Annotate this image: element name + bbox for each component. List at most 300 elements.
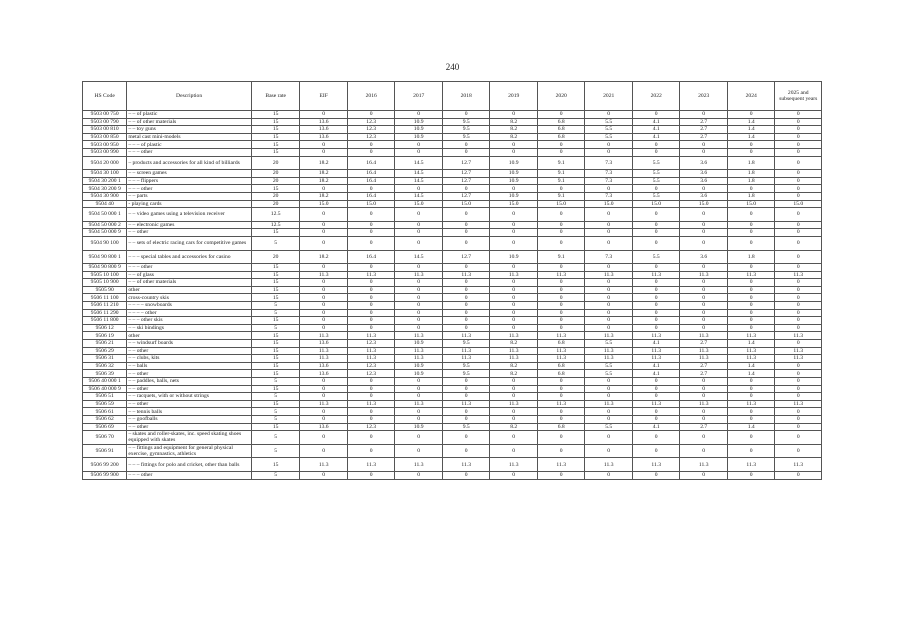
rate-cell: 0 (680, 111, 728, 119)
rate-cell: 13.6 (300, 126, 348, 134)
rate-cell: 0 (680, 279, 728, 287)
rate-cell: 5.5 (585, 118, 633, 126)
rate-cell: 0 (727, 408, 775, 416)
rate-cell: 0 (537, 378, 585, 386)
rate-cell: 0 (775, 170, 822, 178)
rate-cell: 0 (300, 471, 348, 479)
rate-cell: 0 (775, 423, 822, 431)
rate-cell: 0 (727, 431, 775, 445)
rate-cell: 15 (251, 148, 300, 156)
rate-cell: 0 (585, 279, 633, 287)
table-body (83, 111, 822, 480)
rate-cell: 0 (680, 221, 728, 229)
rate-cell: 0 (585, 444, 633, 458)
rate-cell: 13.6 (300, 362, 348, 370)
rate-cell: 11.3 (585, 400, 633, 408)
rate-cell: 0 (727, 279, 775, 287)
rate-cell: 18.2 (300, 156, 348, 170)
rate-cell: 11.3 (632, 347, 680, 355)
rate-cell: 0 (490, 221, 538, 229)
rate-cell: 16.4 (347, 156, 395, 170)
hs-code-cell: 9504 30 100 (83, 170, 127, 178)
table-row (83, 444, 822, 458)
table-row (83, 408, 822, 416)
rate-cell: 8.2 (490, 362, 538, 370)
rate-cell: 0 (680, 294, 728, 302)
rate-cell: 5.5 (585, 370, 633, 378)
table-row (83, 156, 822, 170)
rate-cell: 11.3 (300, 355, 348, 363)
rate-cell: 0 (347, 148, 395, 156)
rate-cell: 0 (347, 385, 395, 393)
rate-cell: 2.7 (680, 118, 728, 126)
table-row (83, 294, 822, 302)
rate-cell: 11.3 (632, 400, 680, 408)
rate-cell: 1.4 (727, 340, 775, 348)
rate-cell: 0 (632, 317, 680, 325)
hs-code-cell: 9503 00 850 (83, 133, 127, 141)
rate-cell: 11.3 (442, 332, 490, 340)
rate-cell: 0 (490, 148, 538, 156)
rate-cell: 0 (490, 279, 538, 287)
rate-cell: 0 (442, 148, 490, 156)
rate-cell: 5.5 (585, 423, 633, 431)
rate-cell: 0 (395, 309, 443, 317)
rate-cell: 0 (727, 111, 775, 119)
rate-cell: 15 (251, 355, 300, 363)
rate-cell: 0 (680, 408, 728, 416)
rate-cell: 8.2 (490, 370, 538, 378)
rate-cell: 0 (395, 286, 443, 294)
rate-cell: 5 (251, 378, 300, 386)
rate-cell: 15.0 (347, 200, 395, 208)
rate-cell: 0 (395, 385, 443, 393)
rate-cell: 0 (680, 385, 728, 393)
rate-cell: 0 (537, 294, 585, 302)
rate-cell: 0 (585, 408, 633, 416)
rate-cell: 0 (442, 317, 490, 325)
rate-cell: 0 (537, 385, 585, 393)
column-header: Base rate (251, 82, 300, 111)
hs-code-cell: 9503 00 810 (83, 126, 127, 134)
rate-cell: 0 (395, 415, 443, 423)
column-header: 2021 (585, 82, 633, 111)
rate-cell: 0 (537, 324, 585, 332)
rate-cell: 7.3 (585, 156, 633, 170)
rate-cell: 0 (490, 317, 538, 325)
table-row (83, 185, 822, 193)
rate-cell: 0 (680, 286, 728, 294)
rate-cell: 0 (490, 415, 538, 423)
rate-cell: 15 (251, 229, 300, 237)
rate-cell: 0 (727, 415, 775, 423)
rate-cell: 0 (395, 431, 443, 445)
rate-cell: 0 (775, 148, 822, 156)
rate-cell: 10.9 (490, 156, 538, 170)
rate-cell: 0 (775, 250, 822, 264)
rate-cell: 14.5 (395, 170, 443, 178)
rate-cell: 15 (251, 141, 300, 149)
rate-cell: 5 (251, 444, 300, 458)
rate-cell: 9.5 (442, 133, 490, 141)
hs-code-cell: 9506 69 (83, 423, 127, 431)
hs-code-cell: 9506 11 290 (83, 309, 127, 317)
table-row (83, 317, 822, 325)
table-row (83, 133, 822, 141)
rate-cell: 12.3 (347, 340, 395, 348)
rate-cell: 0 (585, 309, 633, 317)
rate-cell: 7.3 (585, 250, 633, 264)
description-cell: – – other (127, 423, 252, 431)
rate-cell: 4.1 (632, 370, 680, 378)
rate-cell: 0 (347, 302, 395, 310)
rate-cell: 0 (775, 408, 822, 416)
rate-cell: 9.1 (537, 170, 585, 178)
rate-cell: 6.8 (537, 126, 585, 134)
table-row (83, 370, 822, 378)
rate-cell: 11.3 (395, 400, 443, 408)
rate-cell: 15.0 (442, 200, 490, 208)
rate-cell: 4.1 (632, 340, 680, 348)
rate-cell: 0 (442, 302, 490, 310)
rate-cell: 0 (442, 221, 490, 229)
rate-cell: 0 (775, 177, 822, 185)
table-row (83, 221, 822, 229)
rate-cell: 12.3 (347, 133, 395, 141)
rate-cell: 0 (727, 378, 775, 386)
rate-cell: 11.3 (727, 400, 775, 408)
table-row (83, 229, 822, 237)
rate-cell: 11.3 (395, 271, 443, 279)
rate-cell: 15 (251, 423, 300, 431)
rate-cell: 16.4 (347, 250, 395, 264)
rate-cell: 0 (442, 471, 490, 479)
table-row (83, 279, 822, 287)
rate-cell: 0 (395, 264, 443, 272)
rate-cell: 5 (251, 309, 300, 317)
rate-cell: 11.3 (490, 347, 538, 355)
rate-cell: 0 (680, 431, 728, 445)
rate-cell: 0 (727, 324, 775, 332)
rate-cell: 7.3 (585, 177, 633, 185)
rate-cell: 11.3 (347, 271, 395, 279)
rate-cell: 0 (490, 141, 538, 149)
table-row (83, 431, 822, 445)
rate-cell: 13.6 (300, 423, 348, 431)
rate-cell: 0 (727, 294, 775, 302)
hs-code-cell: 9506 12 (83, 324, 127, 332)
description-cell: – – clubs, kits (127, 355, 252, 363)
rate-cell: 14.5 (395, 156, 443, 170)
rate-cell: 0 (775, 378, 822, 386)
rate-cell: 0 (490, 208, 538, 222)
hs-code-cell: 9506 11 800 (83, 317, 127, 325)
rate-cell: 5.5 (585, 340, 633, 348)
rate-cell: 0 (347, 309, 395, 317)
rate-cell: 0 (537, 317, 585, 325)
rate-cell: 0 (585, 185, 633, 193)
rate-cell: 0 (347, 294, 395, 302)
rate-cell: 9.5 (442, 370, 490, 378)
hs-code-cell: 9506 21 (83, 340, 127, 348)
hs-code-cell: 9506 51 (83, 393, 127, 401)
rate-cell: 0 (727, 309, 775, 317)
rate-cell: 13.6 (300, 370, 348, 378)
rate-cell: 0 (490, 309, 538, 317)
rate-cell: 0 (585, 393, 633, 401)
rate-cell: 0 (680, 324, 728, 332)
table-row (83, 347, 822, 355)
rate-cell: 0 (537, 309, 585, 317)
table-row (83, 309, 822, 317)
rate-cell: 0 (490, 229, 538, 237)
rate-cell: 0 (680, 378, 728, 386)
description-cell: – – of plastic (127, 111, 252, 119)
rate-cell: 0 (585, 471, 633, 479)
rate-cell: 0 (727, 208, 775, 222)
rate-cell: 0 (300, 148, 348, 156)
rate-cell: 0 (537, 236, 585, 250)
rate-cell: 15.0 (395, 200, 443, 208)
rate-cell: 11.3 (300, 271, 348, 279)
rate-cell: 0 (727, 302, 775, 310)
rate-cell: 0 (490, 378, 538, 386)
rate-cell: 10.9 (395, 370, 443, 378)
table-row (83, 126, 822, 134)
rate-cell: 0 (632, 185, 680, 193)
rate-cell: 11.3 (300, 347, 348, 355)
hs-code-cell: 9506 32 (83, 362, 127, 370)
rate-cell: 15 (251, 458, 300, 472)
rate-cell: 4.1 (632, 362, 680, 370)
rate-cell: 11.3 (680, 271, 728, 279)
rate-cell: 9.5 (442, 423, 490, 431)
hs-code-cell: 9505 90 (83, 286, 127, 294)
rate-cell: 18.2 (300, 250, 348, 264)
description-cell: – – – other skis (127, 317, 252, 325)
rate-cell: 0 (442, 444, 490, 458)
rate-cell: 16.4 (347, 177, 395, 185)
description-cell: – – – – snowboards (127, 302, 252, 310)
rate-cell: 11.3 (395, 332, 443, 340)
rate-cell: 15 (251, 340, 300, 348)
page-number: 240 (445, 62, 460, 72)
hs-code-cell: 9506 91 (83, 444, 127, 458)
rate-cell: 15 (251, 317, 300, 325)
rate-cell: 0 (680, 208, 728, 222)
rate-cell: 0 (490, 393, 538, 401)
rate-cell: 11.3 (300, 400, 348, 408)
rate-cell: 10.9 (395, 423, 443, 431)
rate-cell: 12.3 (347, 126, 395, 134)
rate-cell: 0 (537, 444, 585, 458)
rate-cell: 0 (395, 185, 443, 193)
rate-cell: 5.5 (632, 177, 680, 185)
hs-code-cell: 9503 00 750 (83, 111, 127, 119)
hs-code-cell: 9506 59 (83, 400, 127, 408)
rate-cell: 15.0 (490, 200, 538, 208)
rate-cell: 0 (775, 286, 822, 294)
rate-cell: 0 (775, 208, 822, 222)
rate-cell: 2.7 (680, 362, 728, 370)
description-cell: – – other (127, 385, 252, 393)
rate-cell: 0 (632, 309, 680, 317)
hs-code-cell: 9505 10 900 (83, 279, 127, 287)
rate-cell: 11.3 (442, 347, 490, 355)
rate-cell: 0 (442, 236, 490, 250)
rate-cell: 0 (347, 378, 395, 386)
description-cell: other (127, 332, 252, 340)
description-cell: cross-country skis (127, 294, 252, 302)
rate-cell: 15 (251, 332, 300, 340)
rate-cell: 11.3 (680, 400, 728, 408)
rate-cell: 10.9 (395, 133, 443, 141)
rate-cell: 0 (490, 408, 538, 416)
rate-cell: 15 (251, 400, 300, 408)
rate-cell: 11.3 (632, 458, 680, 472)
rate-cell: 11.3 (537, 400, 585, 408)
table-row (83, 378, 822, 386)
rate-cell: 0 (632, 471, 680, 479)
rate-cell: 0 (347, 415, 395, 423)
table-row (83, 400, 822, 408)
rate-cell: 15.0 (632, 200, 680, 208)
description-cell: – – paddles, balls, nets (127, 378, 252, 386)
rate-cell: 0 (442, 393, 490, 401)
rate-cell: 5 (251, 408, 300, 416)
rate-cell: 11.3 (680, 332, 728, 340)
rate-cell: 0 (347, 471, 395, 479)
rate-cell: 0 (347, 444, 395, 458)
rate-cell: 0 (442, 324, 490, 332)
rate-cell: 12.3 (347, 370, 395, 378)
rate-cell: 11.3 (537, 332, 585, 340)
table-row (83, 385, 822, 393)
hs-code-cell: 9506 62 (83, 415, 127, 423)
rate-cell: 2.7 (680, 133, 728, 141)
hs-code-cell: 9506 19 (83, 332, 127, 340)
table-row (83, 393, 822, 401)
rate-cell: 0 (395, 471, 443, 479)
table-header-row (83, 82, 822, 111)
rate-cell: 15 (251, 118, 300, 126)
rate-cell: 13.6 (300, 340, 348, 348)
rate-cell: 0 (395, 408, 443, 416)
rate-cell: 0 (727, 185, 775, 193)
rate-cell: 0 (680, 229, 728, 237)
rate-cell: 3.6 (680, 170, 728, 178)
rate-cell: 0 (775, 141, 822, 149)
rate-cell: 5 (251, 471, 300, 479)
rate-cell: 0 (680, 444, 728, 458)
table-row (83, 302, 822, 310)
table-row (83, 208, 822, 222)
rate-cell: 0 (632, 111, 680, 119)
rate-cell: 0 (680, 309, 728, 317)
rate-cell: 10.9 (490, 192, 538, 200)
rate-cell: 10.9 (490, 177, 538, 185)
rate-cell: 0 (727, 141, 775, 149)
rate-cell: 15 (251, 126, 300, 134)
rate-cell: 9.5 (442, 362, 490, 370)
rate-cell: 0 (775, 309, 822, 317)
rate-cell: 5 (251, 236, 300, 250)
rate-cell: 0 (680, 317, 728, 325)
rate-cell: 2.7 (680, 126, 728, 134)
column-header: 2019 (490, 82, 538, 111)
rate-cell: 0 (632, 294, 680, 302)
rate-cell: 0 (442, 309, 490, 317)
rate-cell: 0 (490, 324, 538, 332)
table-row (83, 200, 822, 208)
rate-cell: 0 (775, 221, 822, 229)
rate-cell: 0 (632, 393, 680, 401)
rate-cell: 0 (775, 236, 822, 250)
rate-cell: 5.5 (632, 192, 680, 200)
rate-cell: 0 (727, 471, 775, 479)
rate-cell: 0 (632, 431, 680, 445)
rate-cell: 1.8 (727, 170, 775, 178)
table-row (83, 170, 822, 178)
rate-cell: 0 (395, 444, 443, 458)
hs-code-cell: 9504 90 800 1 (83, 250, 127, 264)
rate-cell: 0 (442, 264, 490, 272)
rate-cell: 0 (775, 264, 822, 272)
rate-cell: 9.5 (442, 126, 490, 134)
rate-cell: 15 (251, 271, 300, 279)
table-row (83, 148, 822, 156)
rate-cell: 20 (251, 192, 300, 200)
rate-cell: 10.9 (395, 118, 443, 126)
table-row (83, 423, 822, 431)
table-row (83, 286, 822, 294)
rate-cell: 0 (632, 229, 680, 237)
rate-cell: 0 (300, 324, 348, 332)
rate-cell: 0 (537, 279, 585, 287)
rate-cell: 11.3 (490, 332, 538, 340)
rate-cell: 0 (300, 378, 348, 386)
rate-cell: 11.3 (490, 400, 538, 408)
hs-code-cell: 9504 50 000 2 (83, 221, 127, 229)
rate-cell: 9.5 (442, 340, 490, 348)
column-header: 2020 (537, 82, 585, 111)
rate-cell: 0 (442, 431, 490, 445)
rate-cell: 0 (442, 385, 490, 393)
rate-cell: 0 (680, 393, 728, 401)
description-cell: – – of glass (127, 271, 252, 279)
rate-cell: 5 (251, 302, 300, 310)
rate-cell: 0 (775, 111, 822, 119)
table-row (83, 236, 822, 250)
hs-code-cell: 9504 30 900 (83, 192, 127, 200)
rate-cell: 0 (300, 317, 348, 325)
rate-cell: 0 (300, 264, 348, 272)
rate-cell: 0 (775, 431, 822, 445)
rate-cell: 12.5 (251, 221, 300, 229)
rate-cell: 0 (775, 471, 822, 479)
rate-cell: 0 (632, 208, 680, 222)
description-cell: – – – fittings for polo and cricket, other than balls (127, 458, 252, 472)
rate-cell: 15 (251, 362, 300, 370)
rate-cell: 0 (347, 408, 395, 416)
rate-cell: 0 (537, 208, 585, 222)
description-cell: – – fittings and equipment for general physical exercise, gymnastics, athletics (127, 444, 252, 458)
rate-cell: 0 (442, 208, 490, 222)
rate-cell: 15 (251, 385, 300, 393)
rate-cell: 12.3 (347, 118, 395, 126)
description-cell: – – parts (127, 192, 252, 200)
rate-cell: 11.3 (347, 458, 395, 472)
